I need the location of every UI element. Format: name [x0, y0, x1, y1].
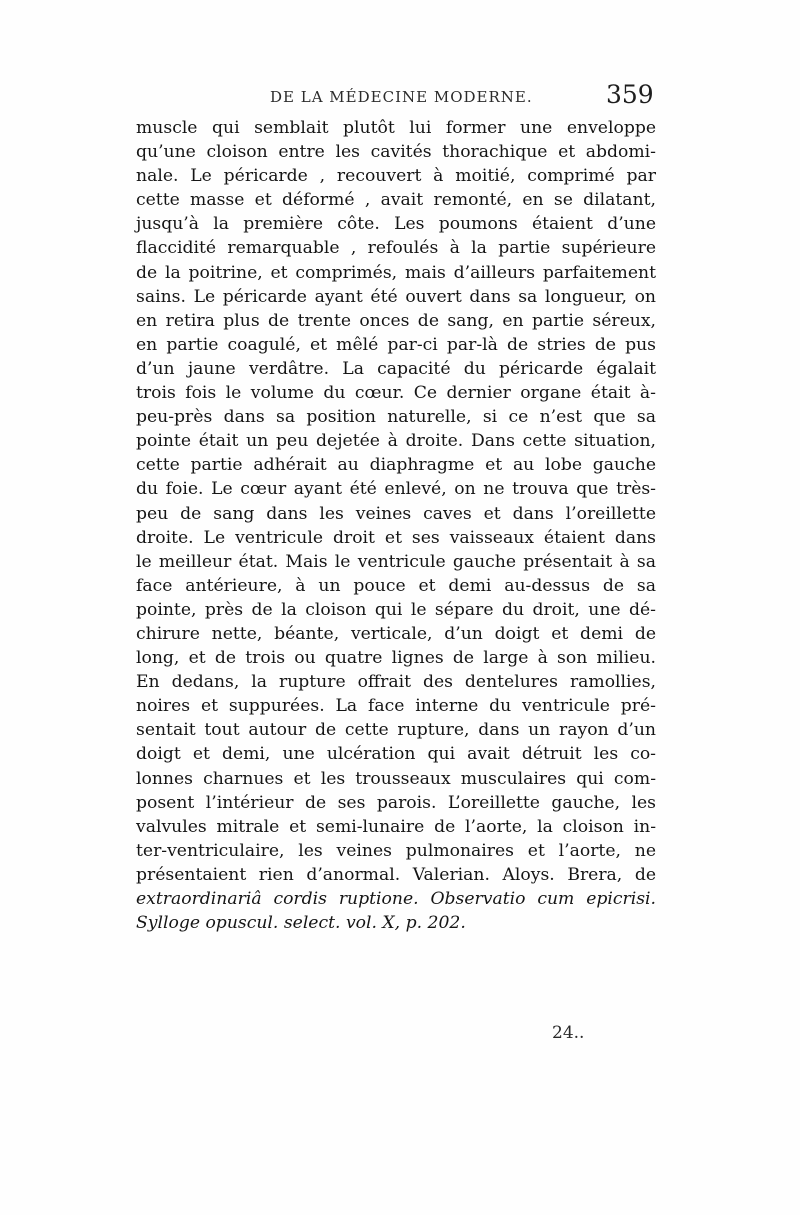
text-line: sentait tout autour de cette rupture, dans un rayon d’un: [136, 720, 656, 741]
running-title: DE LA MÉDECINE MODERNE.: [270, 88, 533, 106]
text-line: flaccidité remarquable , refoulés à la partie supérieure: [136, 238, 656, 259]
citation-line: extraordinariâ cordis ruptione. Observatio cum epicrisi.: [136, 889, 656, 909]
text-line: droite. Le ventricule droit et ses vaisseaux étaient dans: [136, 527, 656, 548]
text-line: d’un jaune verdâtre. La capacité du péricarde égalait: [136, 358, 656, 379]
text-line: présentaient rien d’anormal. Valerian. Aloys. Brera, de: [136, 864, 656, 885]
body-text: [136, 116, 656, 935]
text-line: en retira plus de trente onces de sang, en partie séreux,: [136, 310, 656, 331]
text-line: peu de sang dans les veines caves et dans l’oreillette: [136, 503, 656, 524]
signature-mark: 24..: [552, 1023, 585, 1043]
text-line: pointe, près de la cloison qui le sépare du droit, une dé-: [136, 599, 656, 620]
text-line: peu-près dans sa position naturelle, si ce n’est que sa: [136, 407, 656, 428]
text-line: ter-ventriculaire, les veines pulmonaires et l’aorte, ne: [136, 840, 656, 861]
text-line: noires et suppurées. La face interne du ventricule pré-: [136, 696, 656, 717]
text-line: doigt et demi, une ulcération qui avait détruit les co-: [136, 744, 656, 765]
text-line: chirure nette, béante, verticale, d’un doigt et demi de: [136, 623, 656, 644]
text-line: cette partie adhérait au diaphragme et au lobe gauche: [136, 455, 656, 476]
text-line: qu’une cloison entre les cavités thorachique et abdomi-: [136, 142, 656, 163]
text-line: face antérieure, à un pouce et demi au-dessus de sa: [136, 575, 656, 596]
citation-line: Sylloge opuscul. select. vol. X, p. 202.: [136, 913, 466, 934]
text-line: de la poitrine, et comprimés, mais d’ailleurs parfaitement: [136, 262, 656, 283]
text-line: lonnes charnues et les trousseaux musculaires qui com-: [136, 768, 656, 789]
text-line: En dedans, la rupture offrait des dentelures ramollies,: [136, 672, 656, 693]
text-line: jusqu’à la première côte. Les poumons étaient d’une: [136, 214, 656, 235]
page-number: 359: [606, 80, 654, 109]
text-line: cette masse et déformé , avait remonté, en se dilatant,: [136, 190, 656, 211]
text-line: muscle qui semblait plutôt lui former une enveloppe: [136, 118, 656, 138]
text-line: trois fois le volume du cœur. Ce dernier organe était à-: [136, 383, 656, 404]
text-line: sains. Le péricarde ayant été ouvert dans sa longueur, on: [136, 286, 656, 307]
text-line: nale. Le péricarde , recouvert à moitié, comprimé par: [136, 166, 656, 187]
text-line: du foie. Le cœur ayant été enlevé, on ne trouva que très-: [136, 479, 656, 500]
text-line: valvules mitrale et semi-lunaire de l’aorte, la cloison in-: [136, 816, 656, 837]
text-line: long, et de trois ou quatre lignes de large à son milieu.: [136, 648, 656, 669]
text-line: le meilleur état. Mais le ventricule gauche présentait à sa: [136, 551, 656, 572]
text-line: en partie coagulé, et mêlé par-ci par-là de stries de pus: [136, 334, 656, 355]
text-line: posent l’intérieur de ses parois. L’oreillette gauche, les: [136, 792, 656, 813]
text-line: pointe était un peu dejetée à droite. Dans cette situation,: [136, 431, 656, 452]
